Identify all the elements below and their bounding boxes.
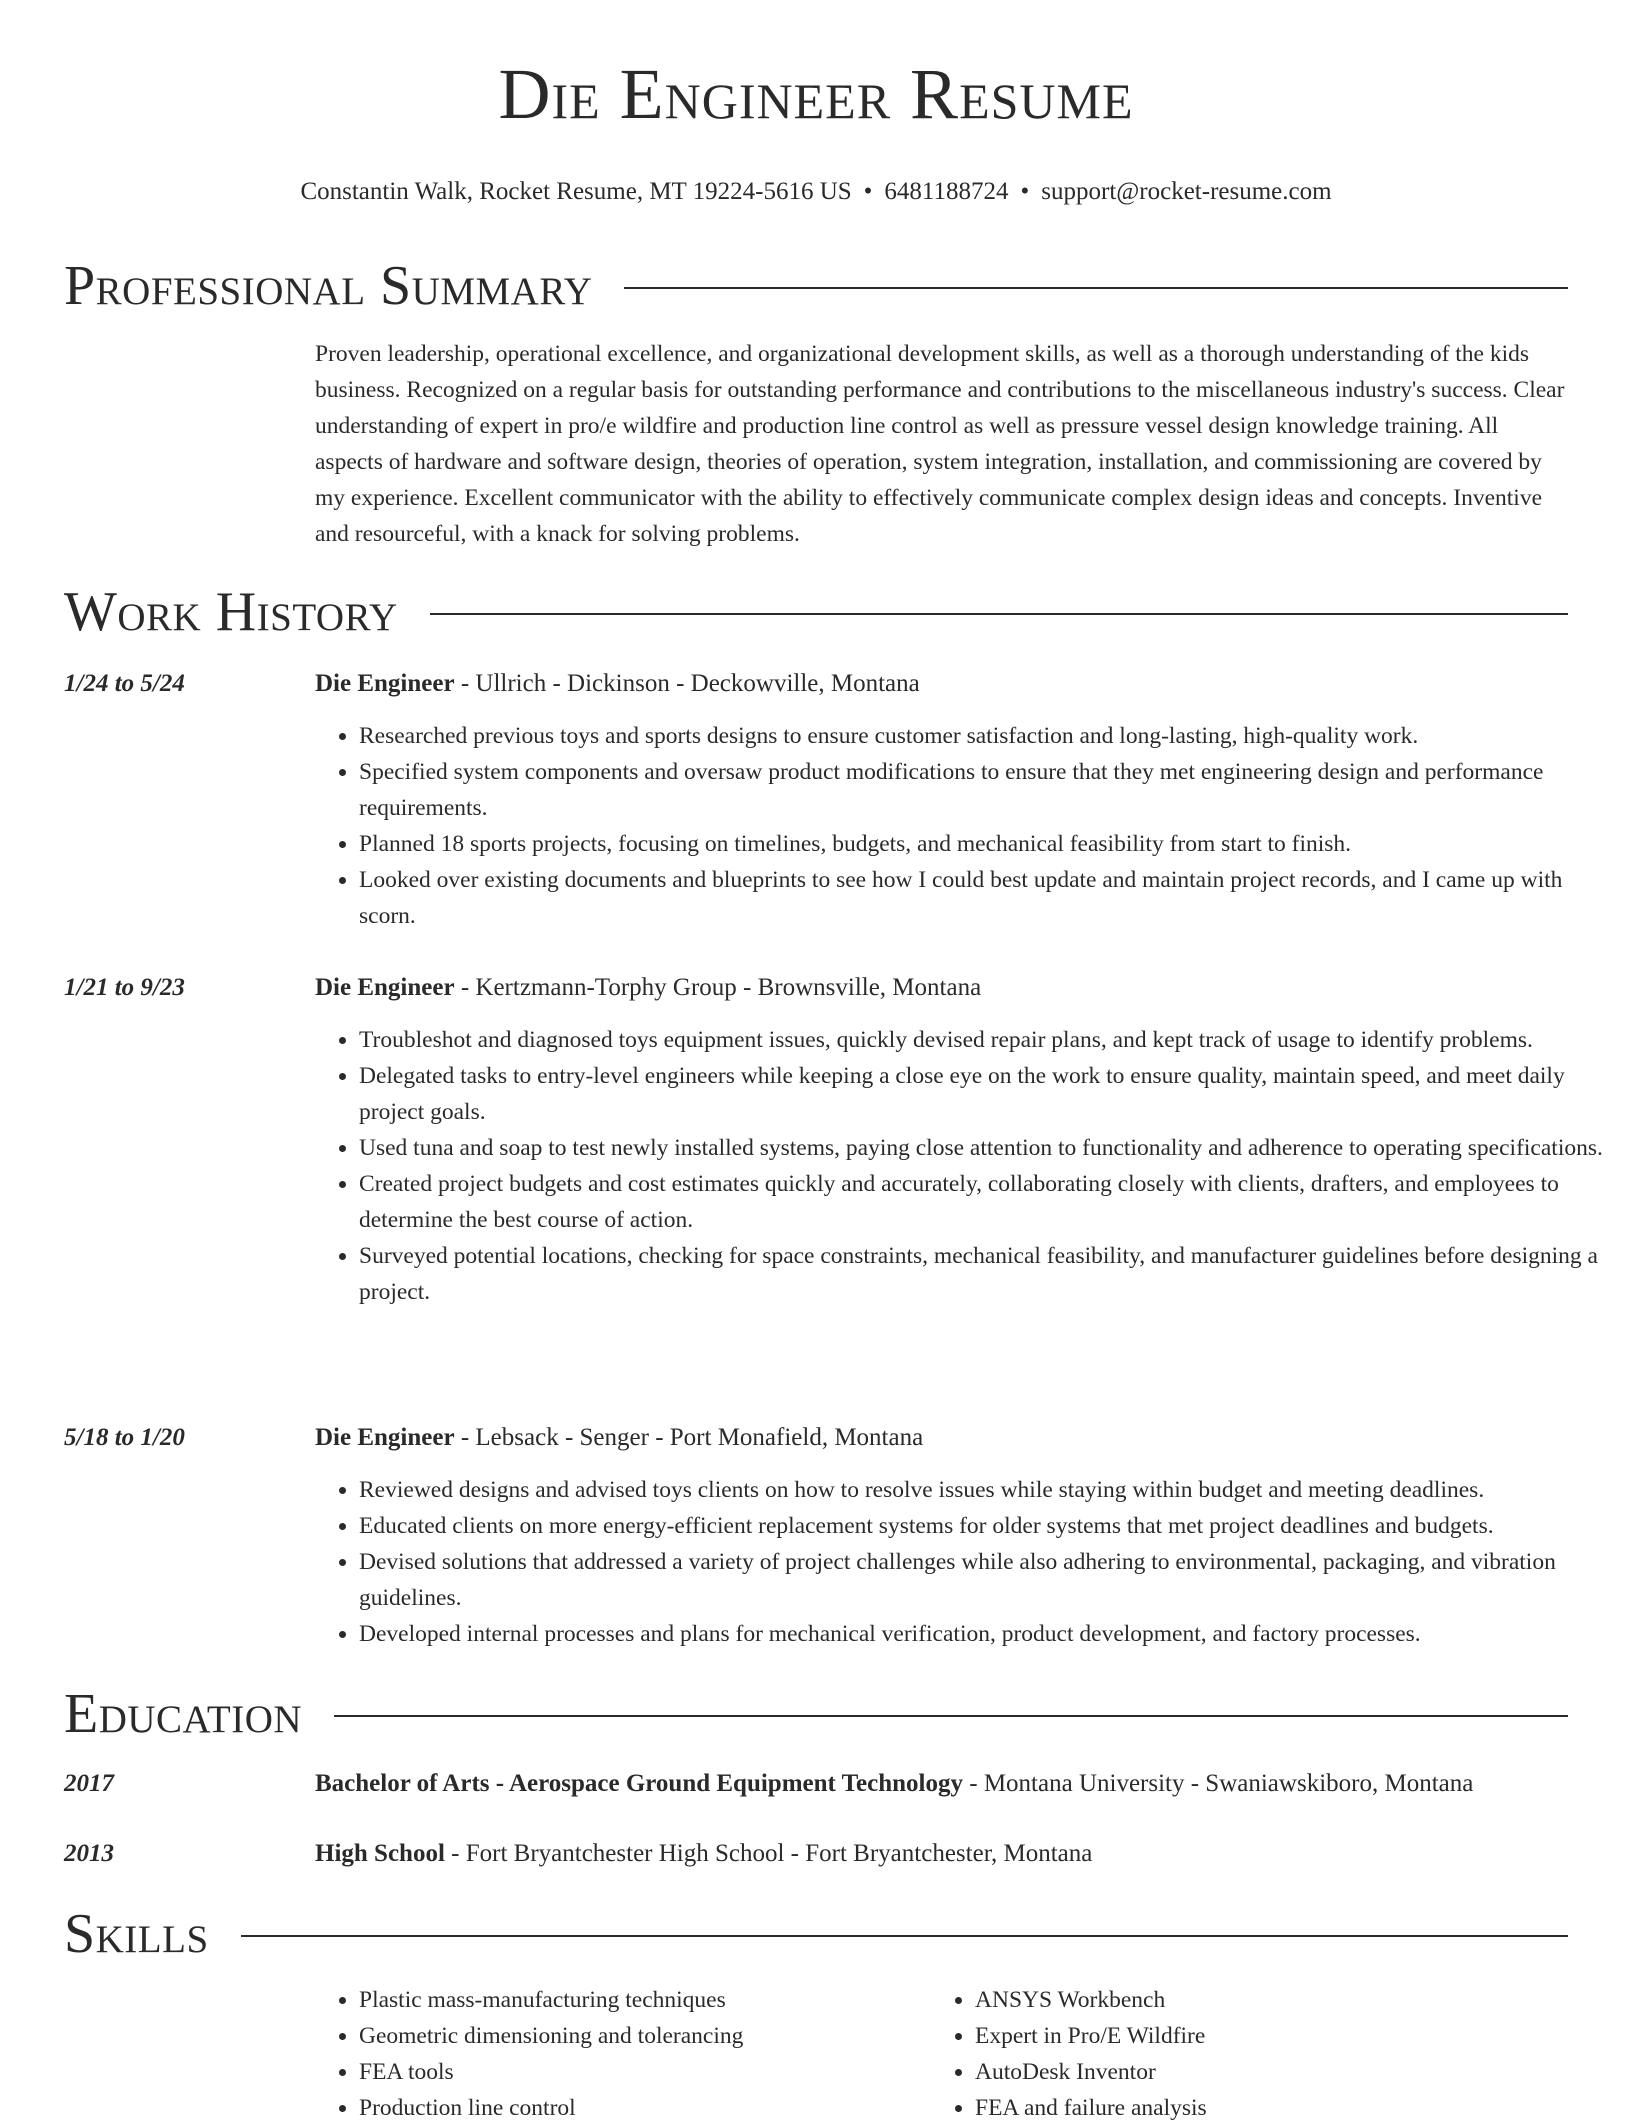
list-item: • ANSYS Workbench [975, 1982, 1547, 2018]
list-item: • Troubleshot and diagnosed toys equipment issues, quickly devised repair plans, and kept track of usage to identify problems. [359, 1022, 1612, 1058]
work-role: Die Engineer [315, 670, 455, 697]
contact-email[interactable]: support@rocket-resume.com [1041, 178, 1332, 205]
list-item: • Planned 18 sports projects, focusing on timelines, budgets, and mechanical feasibility from start to finish. [359, 826, 1612, 862]
section-header-education [64, 1682, 1568, 1746]
section-divider [624, 287, 1568, 289]
work-date: 1/24 to 5/24 [64, 670, 185, 697]
list-item: • Plastic mass-manufacturing techniques [359, 1982, 931, 2018]
education-details: - Montana University - Swaniawskiboro, Montana [963, 1770, 1474, 1797]
contact-separator: • [863, 178, 873, 205]
list-item: • Delegated tasks to entry-level engineers while keeping a close eye on the work to ensure quality, maintain speed, and meet daily project goals. [359, 1058, 1612, 1130]
list-item: • Production line control [359, 2090, 931, 2126]
work-bullets [315, 1472, 1612, 1652]
section-divider [430, 613, 1568, 615]
list-item: • FEA and failure analysis [975, 2090, 1547, 2126]
section-divider [334, 1715, 1568, 1717]
section-title-education: Education [64, 1683, 303, 1745]
work-date: 1/21 to 9/23 [64, 974, 185, 1001]
skills-column-left [315, 1982, 931, 2126]
education-date: 2017 [64, 1770, 114, 1797]
section-header-summary [64, 254, 1568, 318]
education-headline [315, 1836, 1092, 1872]
section-title-work: Work History [64, 581, 398, 643]
section-divider [241, 1935, 1568, 1937]
section-header-skills [64, 1902, 1568, 1966]
skills-column-right [931, 1982, 1547, 2126]
education-details: - Fort Bryantchester High School - Fort Bryantchester, Montana [444, 1840, 1093, 1867]
work-headline [315, 970, 981, 1006]
list-item: • Used tuna and soap to test newly installed systems, paying close attention to functionality and adherence to operating specifications. [359, 1130, 1612, 1166]
list-item: • Looked over existing documents and blueprints to see how I could best update and maintain project records, and I came up with scorn. [359, 862, 1612, 934]
list-item: • FEA tools [359, 2054, 931, 2090]
work-details: - Kertzmann-Torphy Group - Brownsville, Montana [454, 974, 982, 1001]
work-role: Die Engineer [315, 1424, 455, 1451]
education-degree: Bachelor of Arts - Aerospace Ground Equipment Technology [315, 1770, 963, 1797]
list-item: • Researched previous toys and sports designs to ensure customer satisfaction and long-lasting, high-quality work. [359, 718, 1612, 754]
contact-line [64, 176, 1568, 208]
list-item: • AutoDesk Inventor [975, 2054, 1547, 2090]
work-bullets [315, 718, 1612, 934]
work-details: - Lebsack - Senger - Port Monafield, Montana [454, 1424, 924, 1451]
list-item: • Devised solutions that addressed a variety of project challenges while also adhering to environmental, packaging, and vibration guidelines. [359, 1544, 1612, 1616]
work-role: Die Engineer [315, 974, 455, 1001]
list-item: • Created project budgets and cost estimates quickly and accurately, collaborating closely with clients, drafters, and employees to determine the best course of action. [359, 1166, 1612, 1238]
work-headline [315, 666, 920, 702]
list-item: • Surveyed potential locations, checking for space constraints, mechanical feasibility, and manufacturer guidelines before designing a project. [359, 1238, 1612, 1310]
work-date: 5/18 to 1/20 [64, 1424, 185, 1451]
list-item: • Developed internal processes and plans for mechanical verification, product development, and factory processes. [359, 1616, 1612, 1652]
list-item: • Educated clients on more energy-efficient replacement systems for older systems that met project deadlines and budgets. [359, 1508, 1612, 1544]
education-headline [315, 1766, 1473, 1802]
education-date: 2013 [64, 1840, 114, 1867]
education-degree: High School [315, 1840, 445, 1867]
section-title-skills: Skills [64, 1903, 209, 1965]
list-item: • Expert in Pro/E Wildfire [975, 2018, 1547, 2054]
work-details: - Ullrich - Dickinson - Deckowville, Montana [454, 670, 920, 697]
list-item: • Geometric dimensioning and tolerancing [359, 2018, 931, 2054]
contact-separator: • [1020, 178, 1030, 205]
skills-list [315, 1982, 1568, 2126]
summary-text: Proven leadership, operational excellence, and organizational development skills, as well as a thorough understanding of the kids business. Recognized on a regular basis for outstanding performance and contributions to the miscellaneous industry's success. Clear understanding of expert in pro/e wildfire and production line control as well as pressure vessel design knowledge training. All aspects of hardware and software design, theories of operation, system integration, installation, and commissioning are covered by my experience. Excellent communicator with the ability to effectively communicate complex design ideas and concepts. Inventive and resourceful, with a knack for solving problems. [315, 341, 1565, 547]
list-item: • Specified system components and oversaw product modifications to ensure that they met engineering design and performance requirements. [359, 754, 1612, 826]
list-item: • Reviewed designs and advised toys clients on how to resolve issues while staying within budget and meeting deadlines. [359, 1472, 1612, 1508]
contact-phone: 6481188724 [884, 178, 1009, 205]
section-header-work [64, 580, 1568, 644]
resume-title: Die Engineer Resume [498, 54, 1134, 134]
contact-address: Constantin Walk, Rocket Resume, MT 19224-5616 US [300, 178, 852, 205]
work-headline [315, 1420, 923, 1456]
work-bullets [315, 1022, 1612, 1310]
section-title-summary: Professional Summary [64, 255, 593, 317]
